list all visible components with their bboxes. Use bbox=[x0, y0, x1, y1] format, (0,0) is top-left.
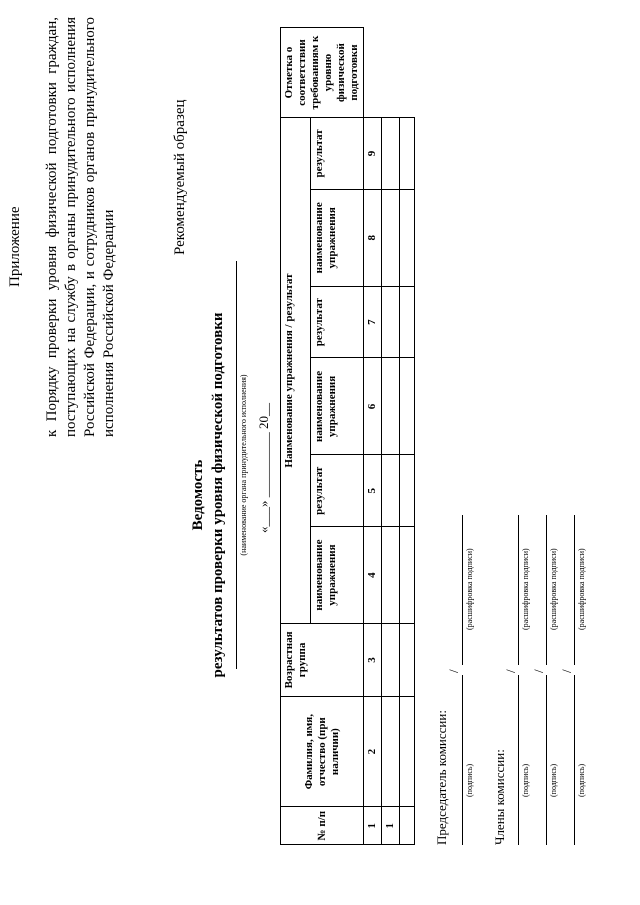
col-header-exercise-2: наименование упражнения bbox=[311, 358, 364, 455]
column-number: 6 bbox=[364, 358, 382, 455]
column-number: 5 bbox=[364, 455, 382, 527]
member-sign-caption: (подпись) bbox=[577, 763, 586, 797]
table-row bbox=[382, 28, 400, 845]
column-number: 8 bbox=[364, 189, 382, 286]
column-number: 7 bbox=[364, 286, 382, 358]
members-label: Члены комиссии: bbox=[492, 749, 507, 845]
chairman-label: Председатель комиссии: bbox=[434, 710, 449, 845]
slash: / bbox=[446, 669, 461, 673]
slash: / bbox=[503, 669, 518, 673]
col-header-exercise-3: наименование упражнения bbox=[311, 189, 364, 286]
col-header-age: Возрастная группа bbox=[281, 624, 364, 697]
member-decode-caption: (расшифровка подписи) bbox=[521, 548, 530, 630]
row-number: 1 bbox=[382, 807, 400, 845]
col-header-result-3: результат bbox=[311, 118, 364, 190]
col-header-exercises: Наименование упражнения / результат bbox=[281, 118, 311, 624]
recommended-sample-label: Рекомендуемый образец bbox=[172, 99, 188, 255]
org-name-line bbox=[236, 261, 237, 669]
results-table bbox=[280, 27, 415, 845]
member-sign-line bbox=[518, 675, 519, 845]
chairman-sign-caption: (подпись) bbox=[465, 763, 474, 797]
col-header-mark: Отметка о соответствии требованиям к уровню физической подготовки bbox=[281, 28, 364, 118]
member-decode-caption: (расшифровка подписи) bbox=[549, 548, 558, 630]
header-block bbox=[6, 17, 119, 437]
col-header-result-1: результат bbox=[311, 455, 364, 527]
column-number: 4 bbox=[364, 527, 382, 624]
member-decode-line bbox=[518, 515, 519, 665]
appendix-text: к Порядку проверки уровня физической подготовки граждан, поступающих на службу в органы принудительного исполнения Российской Федерации, и сотрудников органов принудительного исполнения Российской Федерации bbox=[44, 17, 117, 437]
chairman-sign-line bbox=[462, 675, 463, 845]
chairman-decode-caption: (расшифровка подписи) bbox=[465, 548, 474, 630]
column-number: 3 bbox=[364, 624, 382, 697]
date-line: «___» __________ 20__ bbox=[256, 403, 271, 533]
slash: / bbox=[559, 669, 574, 673]
column-number: 2 bbox=[364, 696, 382, 807]
document-title bbox=[188, 235, 228, 755]
col-header-name: Фамилия, имя, отчество (при наличии) bbox=[281, 696, 364, 807]
member-decode-caption: (расшифровка подписи) bbox=[577, 548, 586, 630]
column-number: 9 bbox=[364, 118, 382, 190]
member-sign-line bbox=[574, 675, 575, 845]
table-row bbox=[400, 28, 415, 845]
title-line-1: Ведомость bbox=[190, 459, 206, 531]
member-sign-caption: (подпись) bbox=[521, 763, 530, 797]
column-numbers-row bbox=[364, 28, 382, 845]
chairman-decode-line bbox=[462, 515, 463, 665]
column-number: 1 bbox=[364, 807, 382, 845]
org-name-caption: (наименование органа принудительного исполнения) bbox=[239, 374, 248, 556]
member-decode-line bbox=[546, 515, 547, 665]
col-header-result-2: результат bbox=[311, 286, 364, 358]
col-header-exercise-1: наименование упражнения bbox=[311, 527, 364, 624]
title-line-2: результатов проверки уровня физической подготовки bbox=[210, 312, 226, 678]
member-decode-line bbox=[574, 515, 575, 665]
member-sign-caption: (подпись) bbox=[549, 763, 558, 797]
col-header-number: № п/п bbox=[281, 807, 364, 845]
slash: / bbox=[531, 669, 546, 673]
appendix-label: Приложение bbox=[7, 206, 23, 287]
member-sign-line bbox=[546, 675, 547, 845]
